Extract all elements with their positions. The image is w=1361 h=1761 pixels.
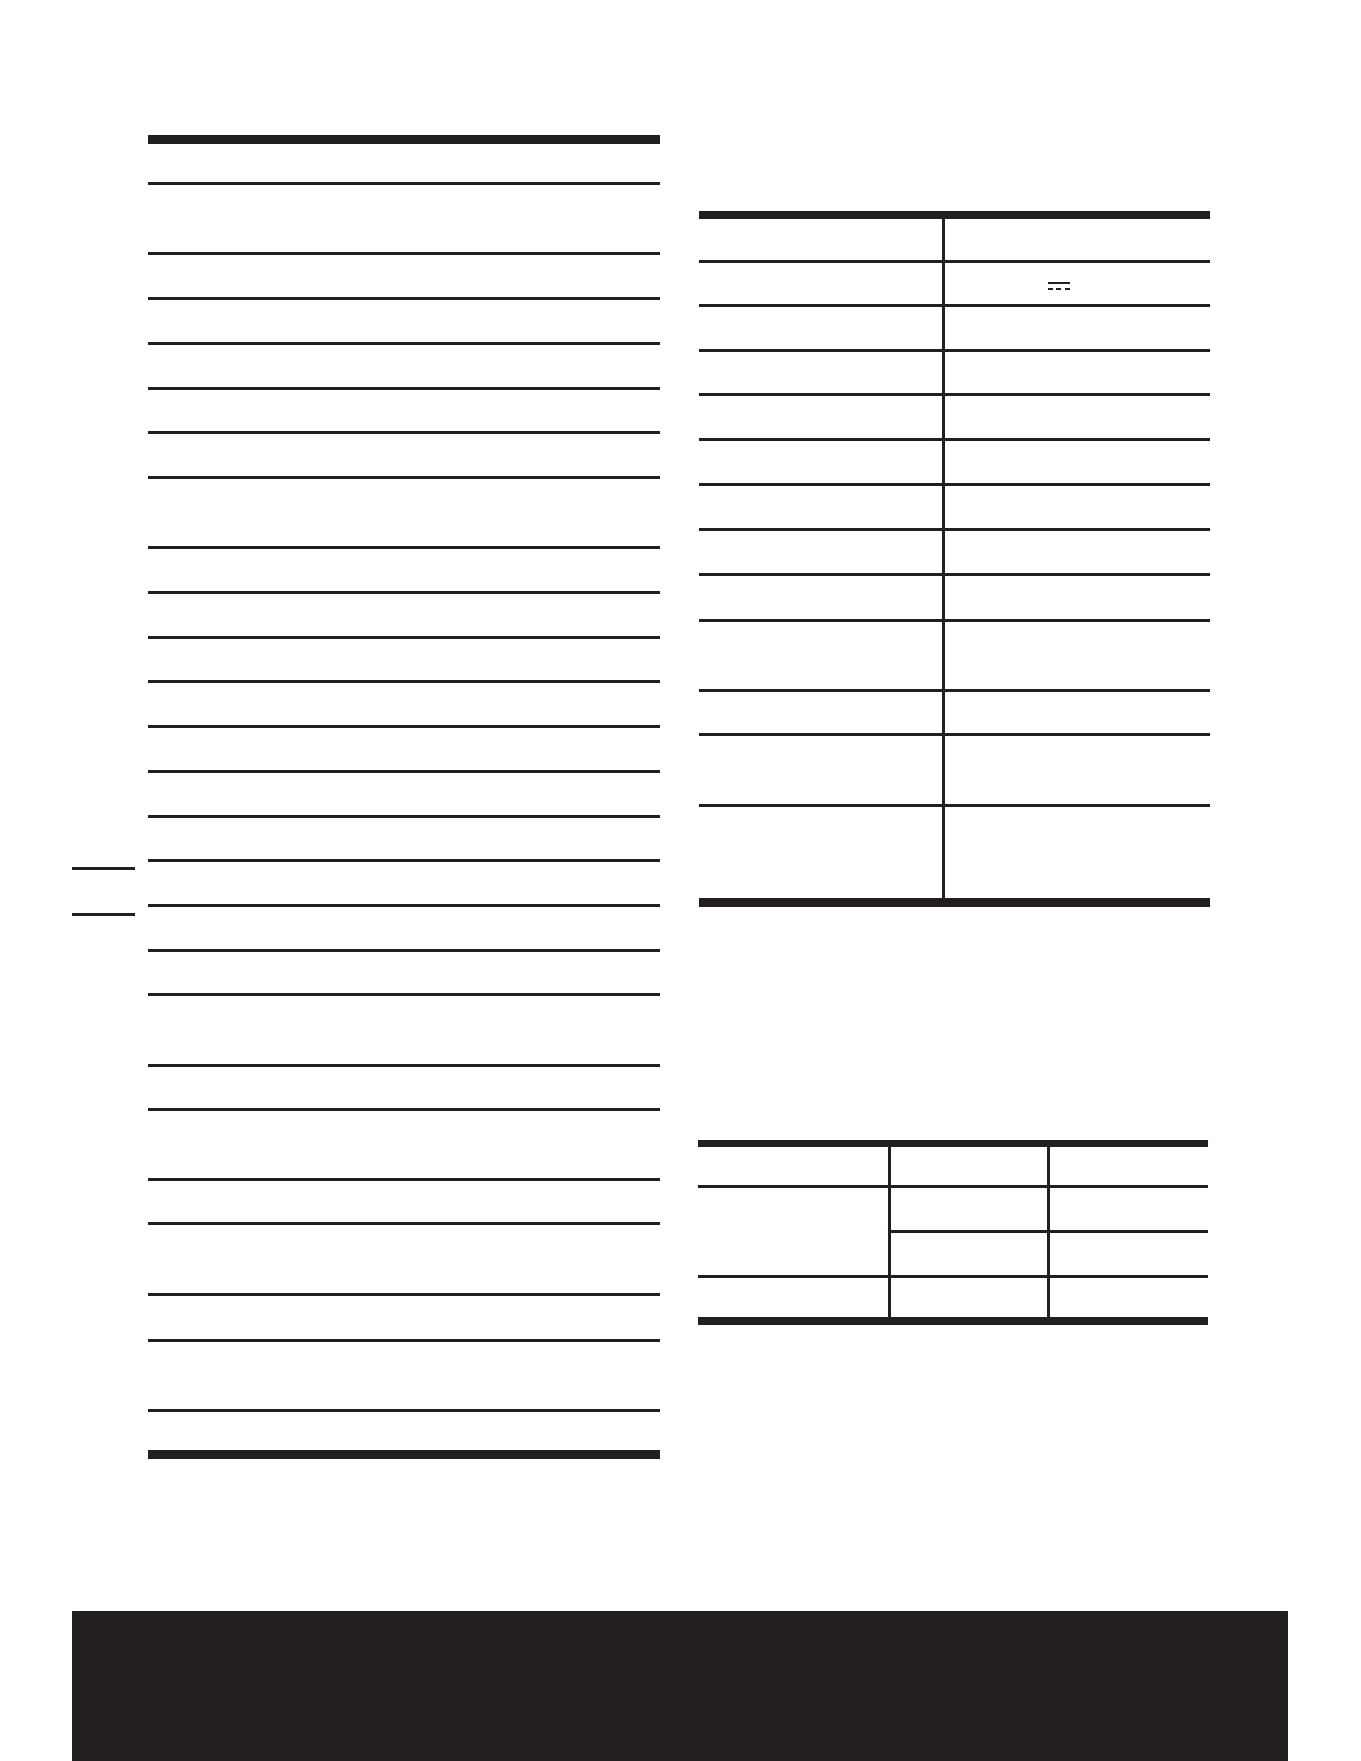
small-table-row-rule — [698, 1185, 1208, 1188]
small-table-top-rule — [698, 1140, 1208, 1147]
specs-row-rule — [699, 260, 1210, 263]
left-table-row-rule — [148, 949, 660, 952]
small-table-row-rule — [698, 1275, 1208, 1278]
left-table-row-rule — [148, 387, 660, 390]
specs-row-rule — [699, 733, 1210, 736]
specs-row-rule — [699, 483, 1210, 486]
left-table-row-rule — [148, 859, 660, 862]
left-table-row-rule — [148, 252, 660, 255]
left-table-row-rule — [148, 1064, 660, 1067]
left-table-row-rule — [148, 1108, 660, 1111]
specs-row-rule — [699, 619, 1210, 622]
small-table-bottom-rule — [698, 1317, 1208, 1325]
left-table-row-rule — [148, 904, 660, 907]
left-table-row-rule — [148, 1339, 660, 1342]
left-table-row-rule — [148, 770, 660, 773]
footer-band — [72, 1611, 1288, 1761]
left-table-top-rule — [148, 135, 660, 144]
specs-table-top-rule — [699, 211, 1210, 219]
left-table-row-rule — [148, 1222, 660, 1225]
left-table-row-rule — [148, 725, 660, 728]
left-table-row-rule — [148, 476, 660, 479]
specs-table-column-divider — [942, 219, 945, 898]
left-table-row-rule — [148, 342, 660, 345]
margin-mark — [72, 867, 135, 870]
left-table-row-rule — [148, 680, 660, 683]
left-table-bottom-rule — [148, 1450, 660, 1459]
margin-mark — [72, 913, 135, 916]
left-table-row-rule — [148, 591, 660, 594]
small-table-row-rule — [888, 1230, 1208, 1233]
specs-row-rule — [699, 349, 1210, 352]
specs-row-rule — [699, 689, 1210, 692]
left-table-row-rule — [148, 1409, 660, 1412]
left-table-row-rule — [148, 297, 660, 300]
specs-table-bottom-rule — [699, 898, 1210, 907]
specs-row-rule — [699, 304, 1210, 307]
specs-row-rule — [699, 804, 1210, 807]
left-table-row-rule — [148, 993, 660, 996]
left-table-row-rule — [148, 1178, 660, 1181]
specs-row-rule — [699, 528, 1210, 531]
left-table-row-rule — [148, 182, 660, 185]
specs-row-rule — [699, 438, 1210, 441]
left-table-row-rule — [148, 815, 660, 818]
left-table-row-rule — [148, 546, 660, 549]
specs-row-rule — [699, 573, 1210, 576]
dc-current-icon — [1048, 282, 1070, 291]
left-table-row-rule — [148, 1293, 660, 1296]
left-table-row-rule — [148, 431, 660, 434]
specs-row-rule — [699, 393, 1210, 396]
left-table-row-rule — [148, 636, 660, 639]
